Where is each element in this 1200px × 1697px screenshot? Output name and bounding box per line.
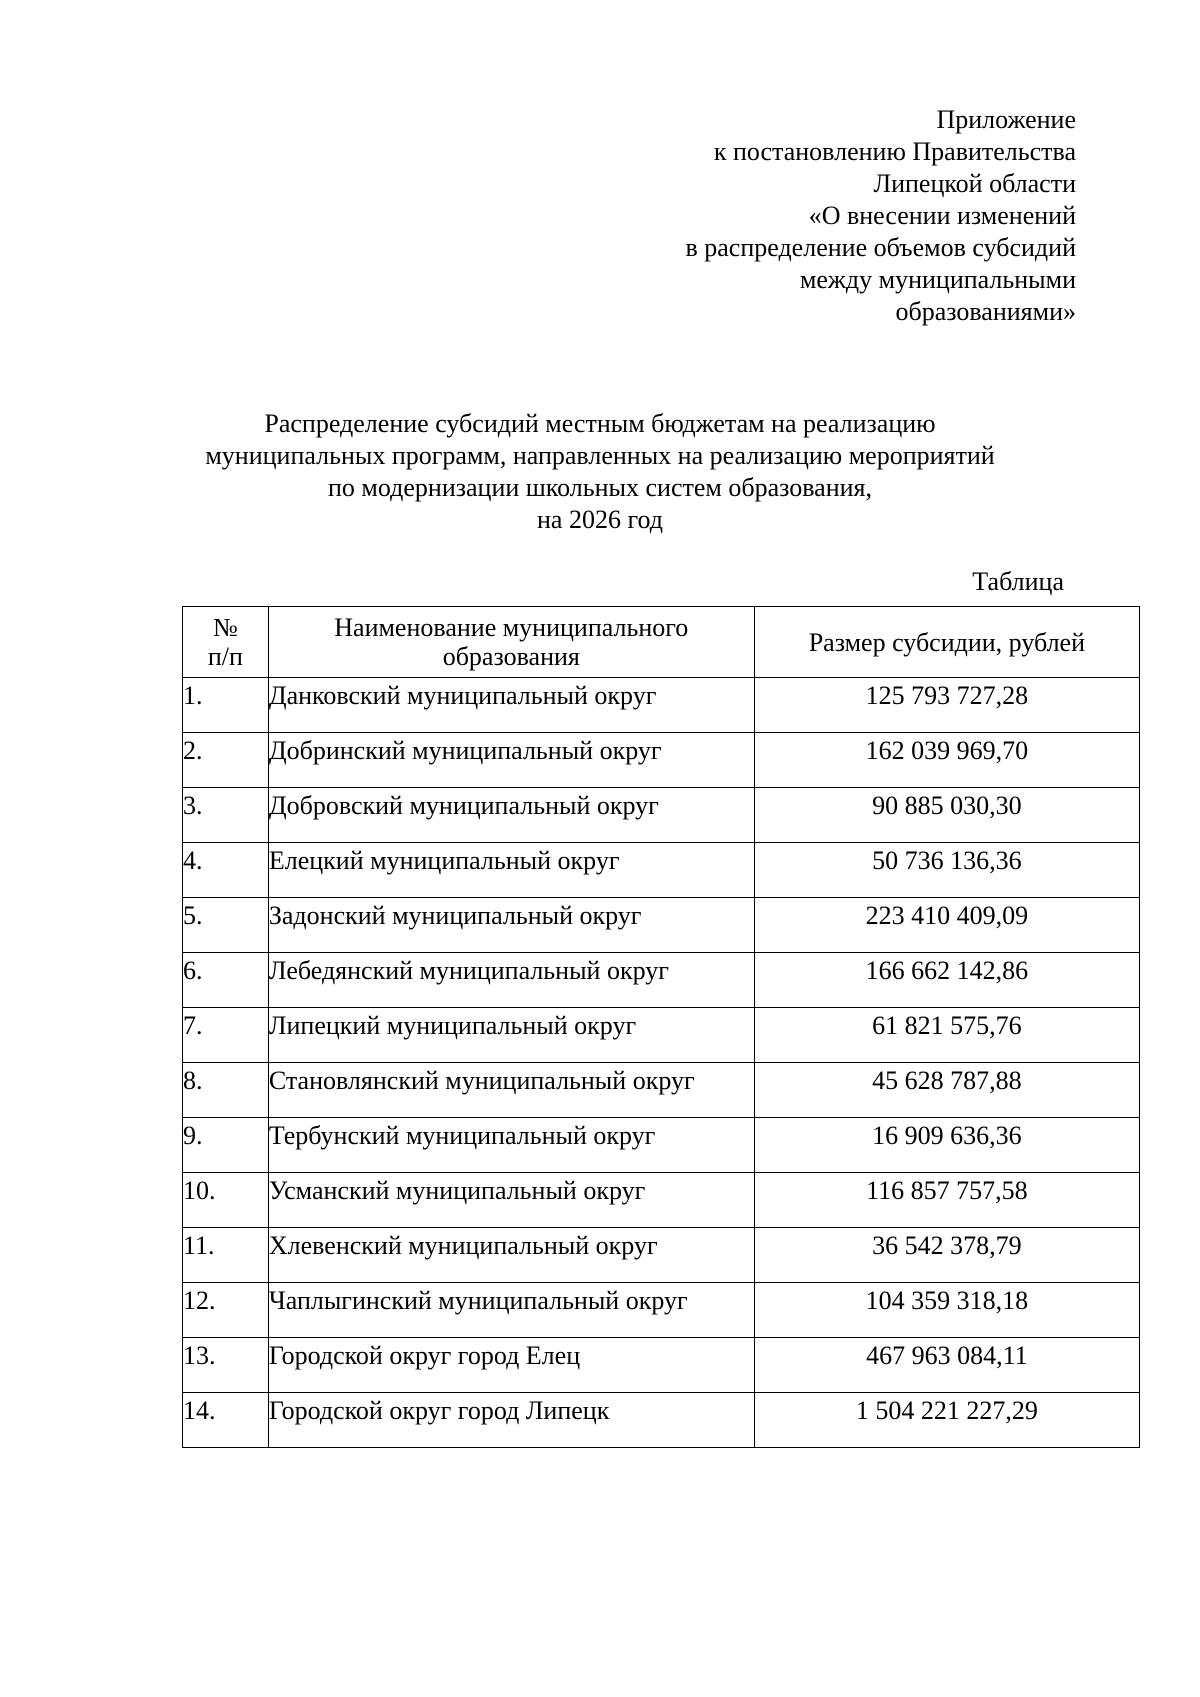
table-row (183, 1063, 1140, 1118)
row-subsidy-amount: 166 662 142,86 (754, 953, 1139, 1008)
title-line: Распределение субсидий местным бюджетам на реализацию (264, 409, 936, 438)
row-municipality-name: Добровский муниципальный округ (268, 788, 754, 843)
header-name-line2: образования (442, 642, 580, 671)
table-row (183, 1338, 1140, 1393)
row-subsidy-amount: 61 821 575,76 (754, 1008, 1139, 1063)
header-number-line1: № (213, 613, 238, 642)
row-number: 12. (183, 1283, 269, 1338)
table-row (183, 898, 1140, 953)
table-header-row (183, 607, 1140, 678)
row-number: 2. (183, 733, 269, 788)
table-row (183, 1118, 1140, 1173)
table-row (183, 1008, 1140, 1063)
appendix-line: в распределение объемов субсидий (685, 233, 1076, 262)
row-municipality-name: Данковский муниципальный округ (268, 678, 754, 733)
row-municipality-name: Усманский муниципальный округ (268, 1173, 754, 1228)
table-label: Таблица (972, 567, 1064, 596)
appendix-line: Липецкой области (873, 169, 1076, 198)
title-line: на 2026 год (537, 505, 663, 534)
title-line: муниципальных программ, направленных на реализацию мероприятий (205, 441, 995, 470)
table-row (183, 953, 1140, 1008)
row-number: 11. (183, 1228, 269, 1283)
row-municipality-name: Тербунский муниципальный округ (268, 1118, 754, 1173)
appendix-line: Приложение (936, 105, 1076, 134)
row-subsidy-amount: 1 504 221 227,29 (754, 1393, 1139, 1448)
row-subsidy-amount: 90 885 030,30 (754, 788, 1139, 843)
row-number: 1. (183, 678, 269, 733)
table-row (183, 733, 1140, 788)
row-subsidy-amount: 116 857 757,58 (754, 1173, 1139, 1228)
table-row (183, 788, 1140, 843)
table-row (183, 1173, 1140, 1228)
row-subsidy-amount: 162 039 969,70 (754, 733, 1139, 788)
header-name (268, 607, 754, 678)
row-subsidy-amount: 125 793 727,28 (754, 678, 1139, 733)
header-amount: Размер субсидии, рублей (754, 607, 1139, 678)
row-number: 9. (183, 1118, 269, 1173)
header-number (183, 607, 269, 678)
row-subsidy-amount: 467 963 084,11 (754, 1338, 1139, 1393)
row-subsidy-amount: 36 542 378,79 (754, 1228, 1139, 1283)
row-number: 3. (183, 788, 269, 843)
row-subsidy-amount: 223 410 409,09 (754, 898, 1139, 953)
row-municipality-name: Добринский муниципальный округ (268, 733, 754, 788)
appendix-line: к постановлению Правительства (713, 137, 1076, 166)
table-body (183, 678, 1140, 1448)
table-row (183, 1228, 1140, 1283)
document-title (200, 408, 1000, 536)
row-subsidy-amount: 45 628 787,88 (754, 1063, 1139, 1118)
row-number: 14. (183, 1393, 269, 1448)
title-line: по модернизации школьных систем образования, (328, 473, 872, 502)
row-number: 4. (183, 843, 269, 898)
row-municipality-name: Городской округ город Елец (268, 1338, 754, 1393)
row-subsidy-amount: 16 909 636,36 (754, 1118, 1139, 1173)
header-number-line2: п/п (207, 642, 243, 671)
row-number: 13. (183, 1338, 269, 1393)
appendix-line: образованиями» (895, 297, 1076, 326)
row-municipality-name: Лебедянский муниципальный округ (268, 953, 754, 1008)
row-municipality-name: Елецкий муниципальный округ (268, 843, 754, 898)
row-number: 5. (183, 898, 269, 953)
table-row (183, 843, 1140, 898)
header-name-line1: Наименование муниципального (334, 613, 689, 642)
row-municipality-name: Становлянский муниципальный округ (268, 1063, 754, 1118)
row-municipality-name: Липецкий муниципальный округ (268, 1008, 754, 1063)
appendix-line: между муниципальными (799, 265, 1076, 294)
subsidy-table (182, 606, 1140, 1448)
row-number: 10. (183, 1173, 269, 1228)
appendix-line: «О внесении изменений (808, 201, 1076, 230)
table-row (183, 1283, 1140, 1338)
row-number: 7. (183, 1008, 269, 1063)
row-subsidy-amount: 50 736 136,36 (754, 843, 1139, 898)
row-municipality-name: Хлевенский муниципальный округ (268, 1228, 754, 1283)
table-row (183, 678, 1140, 733)
appendix-block (556, 104, 1076, 328)
row-number: 8. (183, 1063, 269, 1118)
row-subsidy-amount: 104 359 318,18 (754, 1283, 1139, 1338)
table-row (183, 1393, 1140, 1448)
row-municipality-name: Чаплыгинский муниципальный округ (268, 1283, 754, 1338)
row-municipality-name: Задонский муниципальный округ (268, 898, 754, 953)
row-municipality-name: Городской округ город Липецк (268, 1393, 754, 1448)
row-number: 6. (183, 953, 269, 1008)
